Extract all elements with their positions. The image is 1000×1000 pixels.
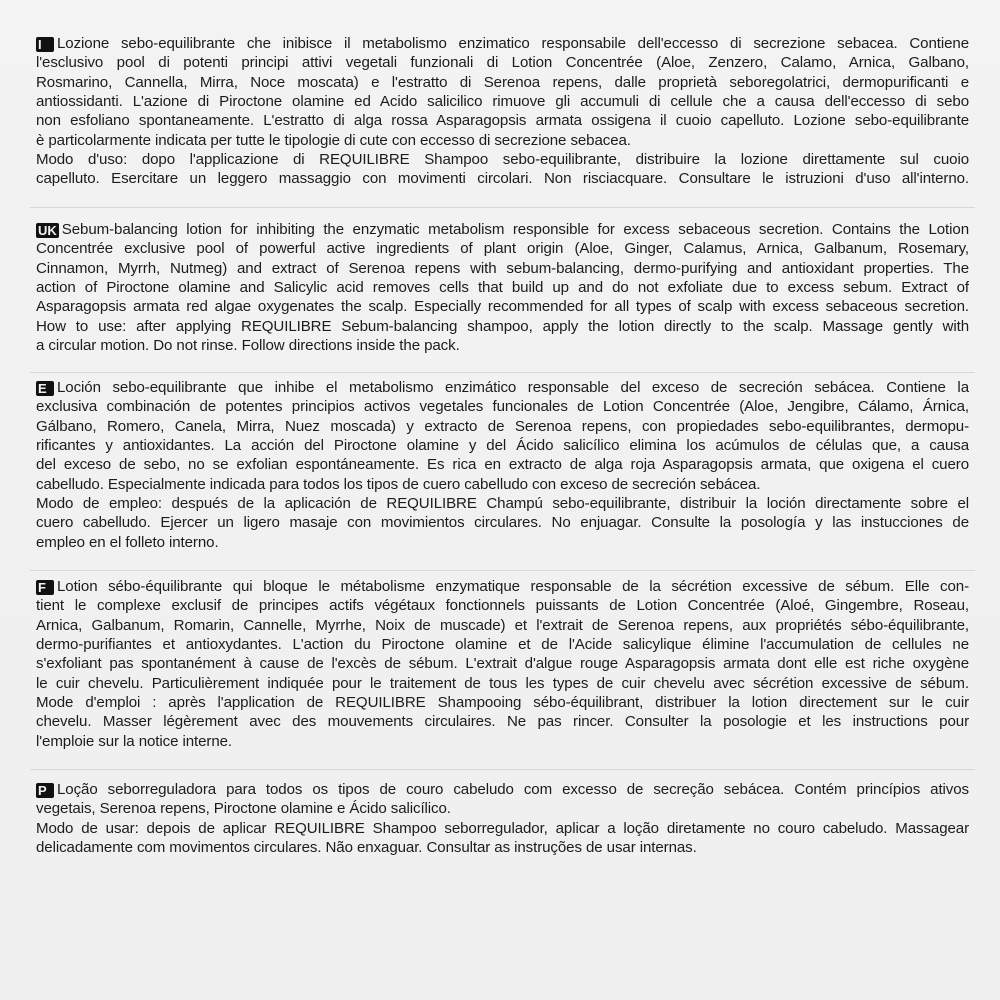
text-line: Modo de empleo: después de la aplicación de REQUILIBRE Champú sebo-equilibrante, distribuir la loción directamente sobre el	[36, 495, 969, 513]
text-line: tient le complexe exclusif de principes actifs végétaux fonctionnels puissants de Lotion Concentrée (Aloé, Gingembre, Roseau,	[36, 597, 969, 615]
section-divider	[30, 372, 975, 373]
text-line: non esfoliano spontaneamente. L'estratto di alga rossa Asparagopsis armata ossigena il cuoio capelluto. Lozione sebo-equilibrante	[36, 112, 969, 130]
text-line: capelluto. Esercitare un leggero massaggio con movimenti circolari. Non risciacquare. Consultare le istruzioni d'uso all'interno.	[36, 170, 969, 188]
text-line-content: Loção seborreguladora para todos os tipos de couro cabeludo com excesso de secreção sebácea. Contém princípios ativos	[57, 781, 969, 798]
section-italian	[36, 34, 969, 189]
text-line: Arnica, Galbanum, Romarin, Cannelle, Myrrhe, Noix de muscade) et l'extrait de Serenoa repens, aux propriétés sébo-équilibrante,	[36, 616, 969, 634]
language-tag-italian: I	[36, 37, 54, 52]
language-tag-french: F	[36, 580, 54, 595]
text-line: a circular motion. Do not rinse. Follow directions inside the pack.	[36, 337, 460, 355]
text-line: Gálbano, Romero, Canela, Mirra, Nuez moscada) y extracto de Serenoa repens, con propiedades sebo-equilibrantes, dermopu-	[36, 417, 969, 435]
text-line: Mode d'emploi : après l'application de REQUILIBRE Shampooing sébo-équilibrant, distribuer la lotion directement sur le cuir	[36, 694, 969, 712]
text-line: delicadamente com movimentos circulares. Não enxaguar. Consultar as instruções de usar internas.	[36, 839, 697, 857]
section-english	[36, 220, 969, 355]
text-line-content: Sebum-balancing lotion for inhibiting the enzymatic metabolism responsible for excess sebaceous secretion. Contains the Lotion	[61, 221, 969, 238]
text-line-content: Lozione sebo-equilibrante che inibisce il metabolismo enzimatico responsabile dell'eccesso di secrezione sebacea. Contiene	[57, 35, 969, 52]
section-divider	[30, 570, 975, 571]
section-portuguese	[36, 780, 969, 857]
text-line: l'emploie sur la notice interne.	[36, 732, 233, 750]
section-divider	[30, 207, 975, 208]
text-line	[36, 220, 969, 239]
text-line	[36, 780, 969, 799]
text-line-content: Lotion sébo-équilibrante qui bloque le métabolisme enzymatique responsable de la sécrétion excessive de sébum. Elle con-	[57, 578, 969, 595]
text-line: vegetais, Serenoa repens, Piroctone olamine e Ácido salicílico.	[36, 800, 451, 818]
language-tag-portuguese: P	[36, 783, 54, 798]
language-tag-spanish: E	[36, 381, 54, 396]
text-line: le cuir chevelu. Particulièrement indiquée pour le traitement de tous les types de cuir chevelu avec sécrétion excessive de sébum.	[36, 674, 969, 692]
section-french	[36, 577, 969, 751]
text-line: empleo en el folleto interno.	[36, 533, 219, 551]
text-line: exclusiva combinación de potentes principios activos vegetales funcionales de Lotion Concentrée (Aloe, Jengibre, Cálamo, Árnica,	[36, 398, 969, 416]
text-line: Asparagopsis armata red algae oxygenates the scalp. Especially recommended for all types of scalp with excess sebaceous secretion.	[36, 298, 969, 316]
text-line: dermo-purifiantes et antioxydantes. L'action du Piroctone olamine et de l'Acide salicylique élimine l'accumulation de cellules ne	[36, 636, 969, 654]
text-line-content: Loción sebo-equilibrante que inhibe el metabolismo enzimático responsable del exceso de secreción sebácea. Contiene la	[57, 379, 969, 396]
text-line: del exceso de sebo, no se exfolian espontáneamente. Es rica en extracto de alga roja Asparagopsis armata, que oxigena el cuero	[36, 456, 969, 474]
text-line: antiossidanti. L'azione di Piroctone olamine ed Acido salicilico rimuove gli accumuli di cellule che a causa dell'eccesso di sebo	[36, 93, 969, 111]
text-line: Concentrée exclusive pool of powerful active ingredients of plant origin (Aloe, Ginger, Calamus, Arnica, Galbanum, Rosemary,	[36, 240, 969, 258]
text-line: How to use: after applying REQUILIBRE Sebum-balancing shampoo, apply the lotion directly to the scalp. Massage gently with	[36, 317, 969, 335]
text-line: Modo d'uso: dopo l'applicazione di REQUILIBRE Shampoo sebo-equilibrante, distribuire la lozione direttamente sul cuoio	[36, 151, 969, 169]
text-line	[36, 577, 969, 596]
text-line	[36, 34, 969, 53]
text-line: chevelu. Masser légèrement avec des mouvements circulaires. Ne pas rincer. Consulter la posologie et les instructions pour	[36, 713, 969, 731]
text-line: cabelludo. Especialmente indicada para todos los tipos de cuero cabelludo con exceso de secreción sebácea.	[36, 475, 761, 493]
text-line: l'esclusivo pool di potenti principi attivi vegetali funzionali di Lotion Concentrée (Aloe, Zenzero, Calamo, Arnica, Galbano,	[36, 54, 969, 72]
text-line: action of Piroctone olamine and Salicylic acid removes cells that build up and do not exfoliate due to excess sebum. Extract of	[36, 279, 969, 297]
text-line: s'exfoliant pas spontanément à cause de l'excès de sébum. L'extrait d'algue rouge Asparagopsis armata dont elle est riche oxygène	[36, 655, 969, 673]
text-line: cuero cabelludo. Ejercer un ligero masaje con movimientos circulares. No enjuagar. Consulte la posología y las instucciones de	[36, 514, 969, 532]
text-line	[36, 378, 969, 397]
text-line: Modo de usar: depois de aplicar REQUILIBRE Shampoo seborregulador, aplicar a loção diretamente no couro cabeludo. Massagear	[36, 819, 969, 837]
section-spanish	[36, 378, 969, 552]
text-line: è particolarmente indicata per tutte le tipologie di cute con eccesso di secrezione sebacea.	[36, 131, 631, 149]
text-line: Cinnamon, Myrrh, Nutmeg) and extract of Serenoa repens with sebum-balancing, dermo-purifying and antioxidant properties. The	[36, 259, 969, 277]
text-line: Rosmarino, Cannella, Mirra, Noce moscata) e l'estratto di Serenoa repens, dalle proprietà seboregolatrici, dermopurificanti e	[36, 73, 969, 91]
text-line: rificantes y antioxidantes. La acción del Piroctone olamine y del Ácido salicílico elimina los acúmulos de células que, a causa	[36, 437, 969, 455]
section-divider	[30, 769, 975, 770]
language-tag-english: UK	[38, 223, 57, 238]
